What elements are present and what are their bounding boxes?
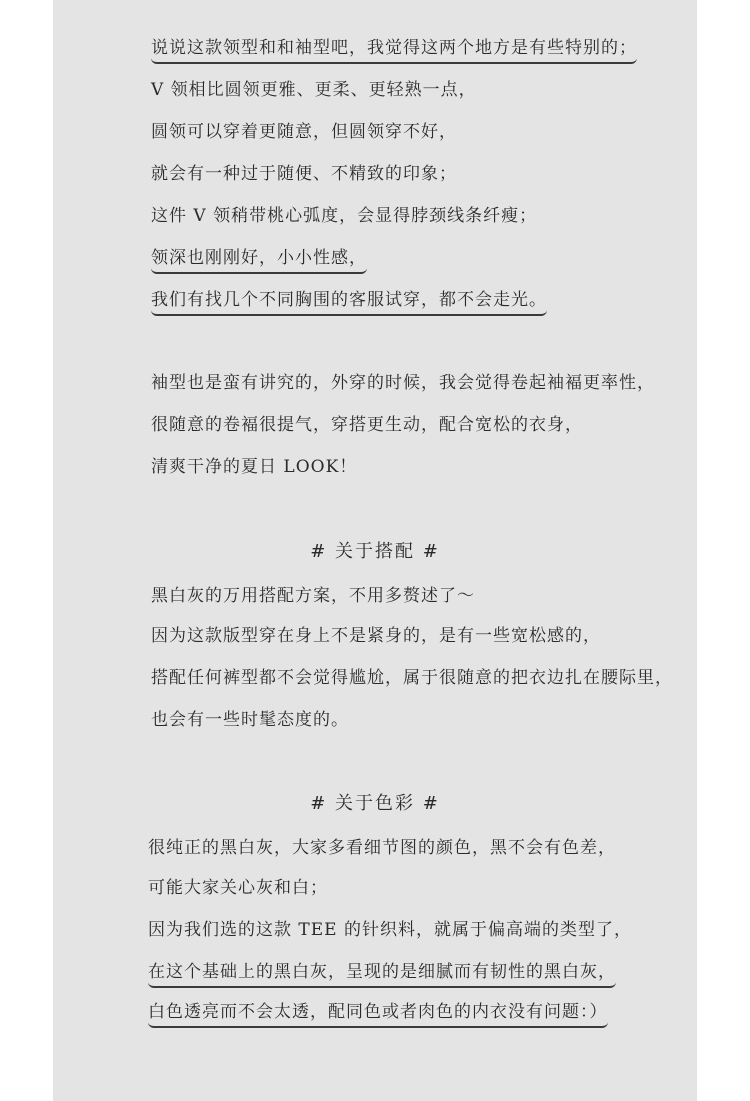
text-line: 清爽干净的夏日 LOOK！	[151, 457, 358, 477]
text-line: 袖型也是蛮有讲究的，外穿的时候，我会觉得卷起袖褔更率性，	[151, 373, 655, 393]
text-line: 很随意的卷褔很提气，穿搭更生动，配合宽松的衣身，	[151, 415, 583, 435]
section-heading-matching: # 关于搭配 #	[310, 541, 440, 562]
text-line: 我们有找几个不同胸围的客服试穿，都不会走光。	[151, 288, 547, 316]
text-line: 可能大家关心灰和白；	[148, 878, 328, 898]
text-line: 圆领可以穿着更随意，但圆领穿不好，	[151, 122, 457, 142]
text-line: 搭配任何裤型都不会觉得尴尬，属于很随意的把衣边扎在腰际里，	[151, 668, 673, 688]
text-line: 因为我们选的这款 TEE 的针织料，就属于偏高端的类型了，	[148, 920, 632, 940]
text-line: 也会有一些时髦态度的。	[151, 710, 349, 730]
text-line: 说说这款领型和和袖型吧，我觉得这两个地方是有些特别的；	[151, 36, 637, 64]
text-line: 黑白灰的万用搭配方案，不用多赘述了～	[151, 586, 475, 606]
text-line: 就会有一种过于随便、不精致的印象；	[151, 164, 457, 184]
text-line: 很纯正的黑白灰，大家多看细节图的颜色，黑不会有色差，	[148, 838, 616, 858]
text-line: 因为这款版型穿在身上不是紧身的，是有一些宽松感的，	[151, 626, 601, 646]
text-line: 白色透亮而不会太透，配同色或者肉色的内衣没有问题：）	[148, 1000, 608, 1028]
text-line: 这件 V 领稍带桃心弧度，会显得脖颈线条纤瘦；	[151, 206, 538, 226]
text-line: V 领相比圆领更雅、更柔、更轻熟一点，	[151, 80, 477, 100]
text-line: 领深也刚刚好，小小性感，	[151, 246, 367, 274]
section-heading-color: # 关于色彩 #	[310, 793, 440, 814]
text-line: 在这个基础上的黑白灰，呈现的是细腻而有韧性的黑白灰，	[148, 960, 616, 988]
